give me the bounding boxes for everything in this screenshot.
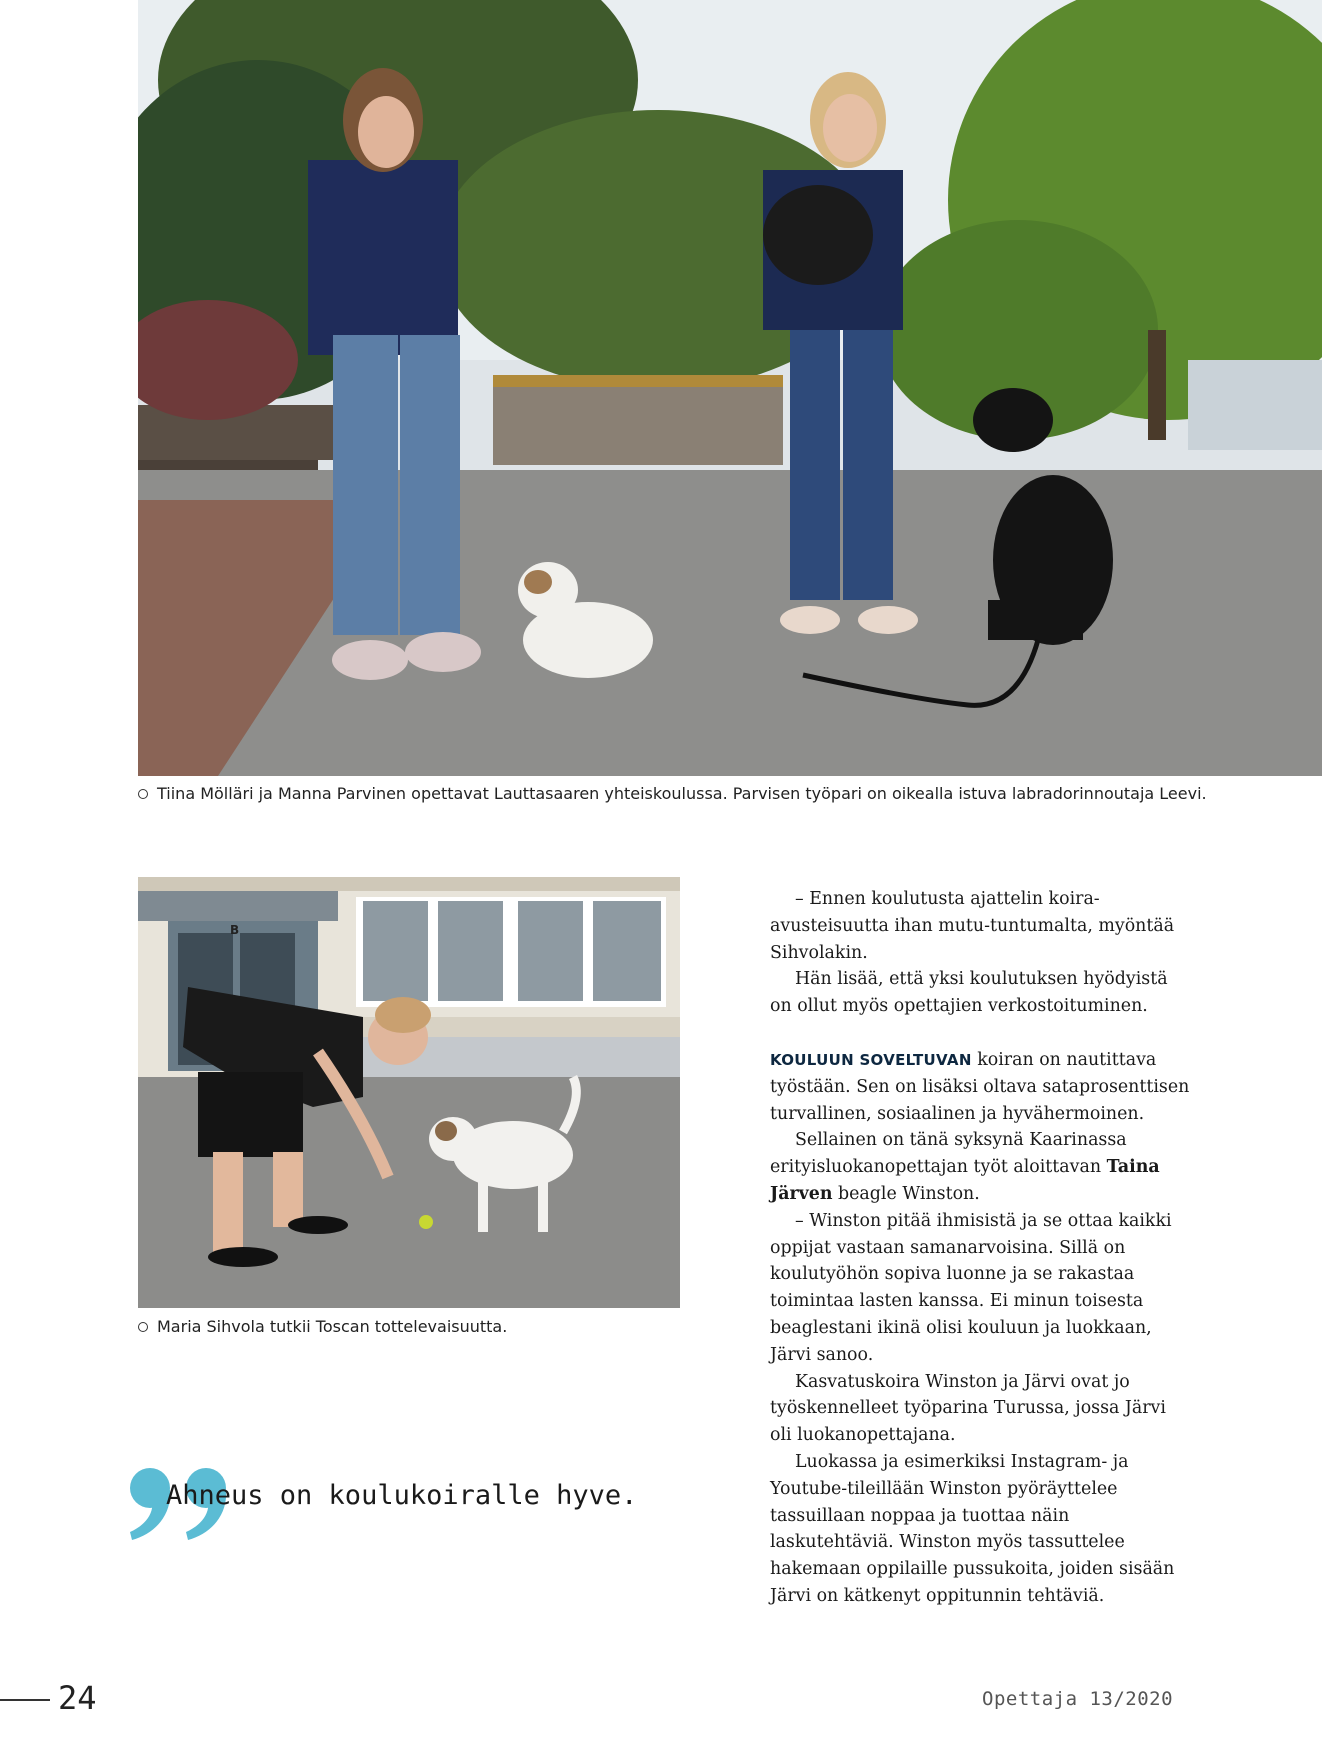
- top-photo-illustration: [138, 0, 1322, 776]
- caption-bullet-icon: [138, 1322, 148, 1332]
- top-photo-caption: [138, 784, 1308, 803]
- door-sign: B: [230, 923, 240, 937]
- page-number: 24: [58, 1679, 97, 1717]
- footer-rule: [0, 1699, 50, 1701]
- article-paragraph-text: Sellainen on tänä syksynä Kaarinassa erityisluokanopettajan työt aloittavan: [770, 1130, 1127, 1178]
- person-name-bold: Taina Järven: [770, 1157, 1160, 1204]
- second-photo-illustration: [138, 877, 680, 1308]
- caption-bullet-icon: [138, 789, 148, 799]
- article-paragraph-text: koiran on nautittava työstään. Sen on lisäksi oltava sataprosenttisen turvallinen, sosiaalinen ja hyvähermoinen.: [770, 1049, 1190, 1124]
- section-lead-in: KOULUUN SOVELTUVAN: [770, 1050, 972, 1069]
- article-paragraph-section-start: [770, 1047, 1190, 1127]
- article-body: [770, 886, 1190, 1610]
- article-paragraph: Hän lisää, että yksi koulutuksen hyödyistä on ollut myös opettajien verkostoituminen.: [770, 969, 1168, 1017]
- second-photo: [138, 877, 680, 1308]
- article-paragraph-text: beagle Winston.: [832, 1183, 980, 1204]
- pull-quote: [128, 1468, 688, 1548]
- top-caption-text: Tiina Mölläri ja Manna Parvinen opettavat Lauttasaaren yhteiskoulussa. Parvisen työpari on oikealla istuva labradorinnoutaja Leevi.: [157, 784, 1207, 803]
- article-paragraph: – Winston pitää ihmisistä ja se ottaa kaikki oppijat vastaan samanarvoisina. Sillä on koulutyöhön sopiva luonne ja se rakastaa toimintaa lasten kanssa. Ei minun toisesta beaglestani ikinä olisi kouluun ja luokkaan, Järvi sanoo.: [770, 1210, 1172, 1365]
- article-paragraph: Luokassa ja esimerkiksi Instagram- ja Youtube-tileillään Winston pyöräyttelee tassuillaan noppaa ja tuottaa näin laskutehtäviä. Winston myös tassuttelee hakemaan oppilaille pussukoita, joiden sisään Järvi on kätkenyt oppitunnin tehtäviä.: [770, 1451, 1175, 1606]
- article-paragraph: Kasvatuskoira Winston ja Järvi ovat jo työskennelleet työparina Turussa, jossa Järvi oli luokanopettajana.: [770, 1371, 1166, 1446]
- second-caption-text: Maria Sihvola tutkii Toscan tottelevaisuutta.: [157, 1317, 508, 1336]
- second-photo-caption: [138, 1317, 678, 1336]
- pull-quote-text: Ahneus on koulukoiralle hyve.: [166, 1480, 638, 1511]
- top-photo: [138, 0, 1322, 776]
- magazine-issue: Opettaja 13/2020: [982, 1688, 1174, 1710]
- article-paragraph: – Ennen koulutusta ajattelin koira-avusteisuutta ihan mutu-tuntumalta, myöntää Sihvolakin.: [770, 889, 1175, 963]
- article-paragraph: [770, 1127, 1190, 1207]
